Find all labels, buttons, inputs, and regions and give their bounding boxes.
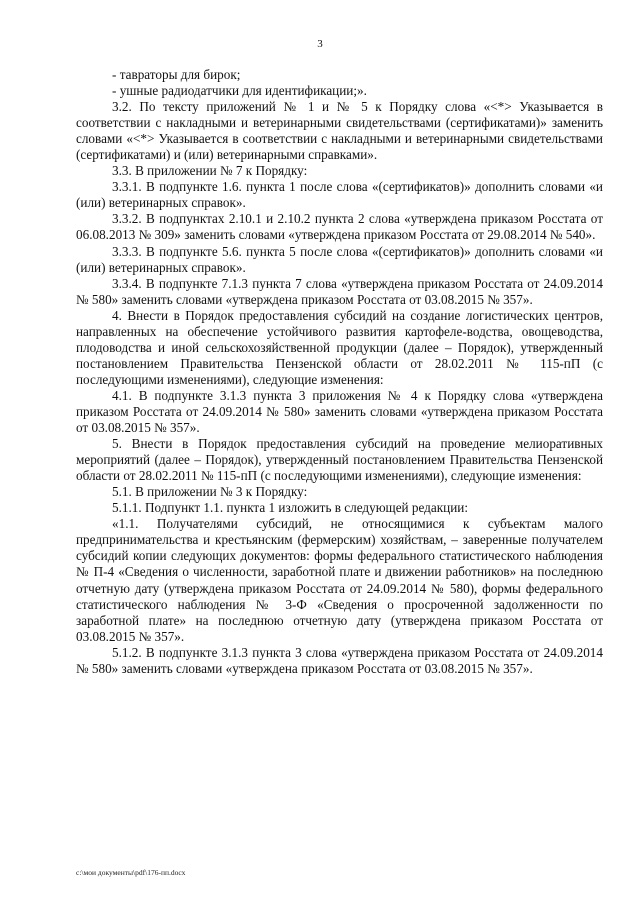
paragraph-3-3-2: 3.3.2. В подпунктах 2.10.1 и 2.10.2 пункта 2 слова «утверждена приказом Росстата от 06.08.2013 № 309» заменить словами «утверждена приказом Росстата от 29.08.2014 № 540». (76, 211, 603, 243)
paragraph-3-3-1: 3.3.1. В подпункте 1.6. пункта 1 после слова «(сертификатов)» дополнить словами «и (или) ветеринарных справок». (76, 179, 603, 211)
paragraph-3-3-4: 3.3.4. В подпункте 7.1.3 пункта 7 слова «утверждена приказом Росстата от 24.09.2014 № 580» заменить словами «утверждена приказом Росстата от 03.08.2015 № 357». (76, 275, 603, 307)
paragraph-5: 5. Внести в Порядок предоставления субсидий на проведение мелиоративных мероприятий (далее – Порядок), утвержденный постановлением Правительства Пензенской области от 28.02.2011 № 115-пП (с последующими изменениями), следующие изменения: (76, 436, 603, 484)
paragraph-5-1: 5.1. В приложении № 3 к Порядку: (112, 484, 308, 500)
paragraph-3-2: 3.2. По тексту приложений № 1 и № 5 к Порядку слова «<*> Указывается в соответствии с накладными и ветеринарными свидетельствами (сертификатами)» заменить словами «<*> Указывается в соответствии с накладными и ветеринарными свидетельствами (сертификатами) и (или) ветеринарными справками». (76, 99, 603, 163)
paragraph-5-1-2: 5.1.2. В подпункте 3.1.3 пункта 3 слова «утверждена приказом Росстата от 24.09.2014 № 580» заменить словами «утверждена приказом Росстата от 03.08.2015 № 357». (76, 644, 603, 676)
paragraph-list-item-tag-applicators: - тавраторы для бирок; (112, 67, 241, 82)
paragraph-4-1: 4.1. В подпункте 3.1.3 пункта 3 приложения № 4 к Порядку слова «утверждена приказом Росстата от 24.09.2014 № 580» заменить словами «утверждена приказом Росстата от 03.08.2015 № 357». (76, 387, 603, 436)
page-number: 3 (317, 38, 323, 50)
paragraph-quoted-1-1: «1.1. Получателями субсидий, не относящимися к субъектам малого предпринимательства и крестьянским (фермерским) хозяйствам, – заверенные получателем субсидий копии следующих документов: формы федерального статистического наблюдения № П-4 «Сведения о численности, заработной плате и движении работников» на последнюю отчетную дату (утверждена приказом Росстата от 24.09.2014 № 580), формы федерального статистического наблюдения № 3-Ф «Сведения о просроченной задолженности по заработной плате» на последнюю отчетную дату (утверждена приказом Росстата от 03.08.2015 № 357». (76, 516, 603, 644)
document-body (76, 67, 603, 677)
paragraph-4: 4. Внести в Порядок предоставления субсидий на создание логистических центров, направленных на обеспечение устойчивого развития картофеле-водства, овощеводства, плодоводства и иной сельскохозяйственной продукции (далее – Порядок), утвержденный постановлением Правительства Пензенской области от 28.02.2011 № 115-пП (с последующими изменениями), следующие изменения: (76, 307, 603, 387)
footer-file-path: c:\мои документы\pdf\176-пп.docx (76, 868, 186, 877)
paragraph-5-1-1: 5.1.1. Подпункт 1.1. пункта 1 изложить в следующей редакции: (112, 500, 468, 516)
paragraph-3-3-3: 3.3.3. В подпункте 5.6. пункта 5 после слова «(сертификатов)» дополнить словами «и (или) ветеринарных справок». (76, 243, 603, 275)
paragraph-3-3: 3.3. В приложении № 7 к Порядку: (112, 163, 308, 179)
paragraph-list-item-ear-tags: - ушные радиодатчики для идентификации;». (112, 83, 367, 99)
